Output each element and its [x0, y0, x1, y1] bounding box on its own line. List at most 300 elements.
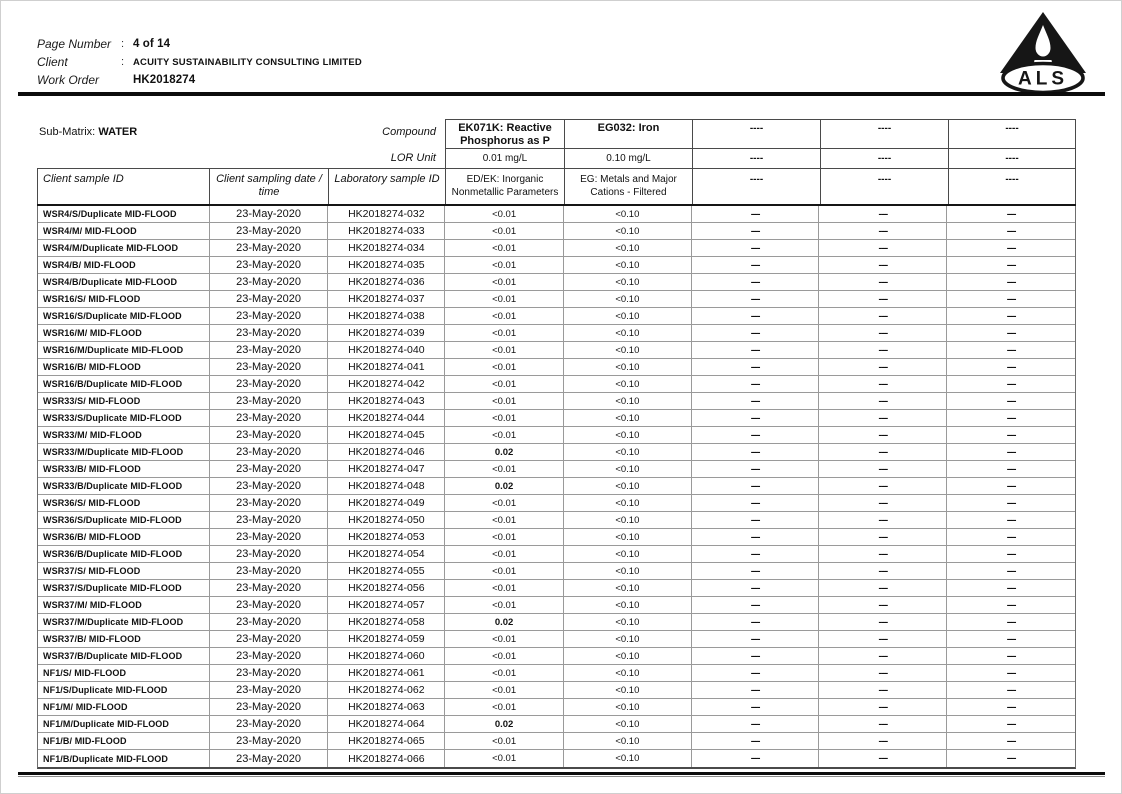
- compound-row-label: Compound: [382, 126, 436, 138]
- page-header: [37, 35, 362, 89]
- result-cell: <0.10: [564, 376, 692, 392]
- result-cell: ----: [692, 733, 820, 749]
- sample-id-cell: NF1/B/ MID-FLOOD: [38, 733, 210, 749]
- sample-id-cell: WSR33/S/Duplicate MID-FLOOD: [38, 410, 210, 426]
- result-cell: ----: [1006, 753, 1016, 764]
- lab-id-cell: HK2018274-038: [328, 308, 445, 324]
- lab-id-cell: HK2018274-049: [328, 495, 445, 511]
- result-cell: ----: [1006, 531, 1016, 543]
- result-cell: <0.10: [564, 665, 692, 681]
- result-cell: ----: [692, 274, 820, 290]
- result-cell: <0.01: [445, 563, 564, 579]
- result-cell: ----: [1006, 599, 1016, 611]
- lab-id-cell: HK2018274-043: [328, 393, 445, 409]
- sample-id-cell: WSR4/M/Duplicate MID-FLOOD: [38, 240, 210, 256]
- result-cell: ----: [692, 359, 820, 375]
- lor-unit-row: [37, 149, 1076, 168]
- result-cell: ----: [692, 597, 820, 613]
- sampling-date-cell: 23-May-2020: [210, 461, 329, 477]
- result-cell: ----: [819, 716, 947, 732]
- result-cell: ----: [1006, 514, 1016, 526]
- result-cell: ----: [692, 410, 820, 426]
- result-cell: ----: [692, 750, 820, 767]
- sub-matrix: [39, 126, 137, 138]
- lab-id-cell: HK2018274-044: [328, 410, 445, 426]
- result-cell: ----: [692, 427, 820, 443]
- table-row: [38, 461, 1075, 478]
- result-cell: ----: [1006, 310, 1016, 322]
- compound-name-cell: EG032: Iron: [564, 119, 692, 149]
- result-cell: <0.10: [564, 682, 692, 698]
- method-group-cell: ED/EK: Inorganic Nonmetallic Parameters: [445, 168, 564, 204]
- result-cell: ----: [1006, 684, 1016, 696]
- lab-id-cell: HK2018274-048: [328, 478, 445, 494]
- result-cell: ----: [692, 699, 820, 715]
- result-cell: ----: [1006, 225, 1016, 237]
- result-cell: <0.01: [445, 597, 564, 613]
- lab-id-cell: HK2018274-063: [328, 699, 445, 715]
- lab-id-cell: HK2018274-032: [328, 206, 445, 222]
- result-cell: 0.02: [445, 444, 564, 460]
- sample-id-cell: NF1/B/Duplicate MID-FLOOD: [38, 750, 210, 767]
- footer-divider: [18, 772, 1105, 777]
- result-cell: <0.01: [445, 648, 564, 664]
- result-cell: ----: [819, 410, 947, 426]
- result-cell: <0.01: [445, 308, 564, 324]
- result-cell: ----: [1006, 293, 1016, 305]
- result-cell: <0.10: [564, 478, 692, 494]
- sampling-date-cell: 23-May-2020: [210, 223, 329, 239]
- result-cell: <0.01: [445, 631, 564, 647]
- result-cell: ----: [1006, 582, 1016, 594]
- results-table: [37, 119, 1076, 769]
- result-cell: <0.10: [564, 495, 692, 511]
- table-row: [38, 716, 1075, 733]
- result-cell: <0.10: [564, 274, 692, 290]
- result-cell: <0.01: [445, 546, 564, 562]
- sampling-date-cell: 23-May-2020: [210, 495, 329, 511]
- result-cell: <0.10: [564, 308, 692, 324]
- result-cell: ----: [819, 308, 947, 324]
- lab-id-cell: HK2018274-061: [328, 665, 445, 681]
- result-cell: ----: [1006, 412, 1016, 424]
- result-cell: ----: [692, 257, 820, 273]
- result-cell: ----: [692, 223, 820, 239]
- lab-id-cell: HK2018274-046: [328, 444, 445, 460]
- table-row: [38, 580, 1075, 597]
- table-row: [38, 648, 1075, 665]
- result-cell: ----: [819, 597, 947, 613]
- result-cell: ----: [1006, 463, 1016, 475]
- result-cell: ----: [692, 495, 820, 511]
- result-cell: ----: [1006, 327, 1016, 339]
- client-row: [37, 53, 362, 71]
- result-cell: ----: [1006, 616, 1016, 628]
- work-order-label: Work Order: [37, 73, 100, 87]
- result-cell: ----: [1006, 718, 1016, 730]
- sample-id-cell: WSR33/B/ MID-FLOOD: [38, 461, 210, 477]
- result-cell: ----: [1006, 242, 1016, 254]
- result-cell: ----: [692, 716, 820, 732]
- sampling-date-cell: 23-May-2020: [210, 427, 329, 443]
- result-cell: ----: [692, 291, 820, 307]
- result-cell: <0.10: [564, 580, 692, 596]
- result-cell: <0.01: [445, 682, 564, 698]
- sampling-date-cell: 23-May-2020: [210, 733, 329, 749]
- method-group-cell: ----: [948, 168, 1076, 204]
- sampling-date-cell: 23-May-2020: [210, 325, 329, 341]
- result-cell: ----: [819, 291, 947, 307]
- table-row: [38, 631, 1075, 648]
- result-cell: <0.10: [564, 325, 692, 341]
- result-cell: <0.10: [564, 716, 692, 732]
- table-row: [38, 512, 1075, 529]
- result-cell: ----: [692, 614, 820, 630]
- lor-unit-cell: ----: [692, 149, 820, 168]
- lab-id-cell: HK2018274-035: [328, 257, 445, 273]
- result-cell: <0.10: [564, 257, 692, 273]
- result-cell: <0.01: [445, 750, 564, 767]
- result-cell: <0.01: [445, 733, 564, 749]
- result-cell: <0.01: [445, 410, 564, 426]
- client-value: ACUITY SUSTAINABILITY CONSULTING LIMITED: [133, 56, 362, 68]
- result-cell: <0.01: [445, 427, 564, 443]
- sample-id-cell: WSR4/B/ MID-FLOOD: [38, 257, 210, 273]
- result-cell: <0.10: [564, 631, 692, 647]
- sampling-date-cell: 23-May-2020: [210, 444, 329, 460]
- result-cell: <0.10: [564, 512, 692, 528]
- compound-name-cell: ----: [692, 119, 820, 149]
- sampling-date-cell: 23-May-2020: [210, 257, 329, 273]
- result-cell: ----: [819, 240, 947, 256]
- lab-id-cell: HK2018274-045: [328, 427, 445, 443]
- result-cell: ----: [692, 665, 820, 681]
- result-cell: <0.10: [564, 223, 692, 239]
- result-cell: <0.01: [445, 240, 564, 256]
- client-label: Client: [37, 55, 68, 69]
- sample-id-cell: WSR33/M/Duplicate MID-FLOOD: [38, 444, 210, 460]
- lab-id-cell: HK2018274-059: [328, 631, 445, 647]
- sample-id-cell: WSR16/S/Duplicate MID-FLOOD: [38, 308, 210, 324]
- lab-id-cell: HK2018274-033: [328, 223, 445, 239]
- lab-id-cell: HK2018274-047: [328, 461, 445, 477]
- sub-matrix-label: Sub-Matrix:: [39, 126, 96, 138]
- client-sample-id-header: Client sample ID: [37, 168, 209, 204]
- result-cell: ----: [692, 206, 820, 222]
- sampling-date-cell: 23-May-2020: [210, 716, 329, 732]
- lab-id-cell: HK2018274-066: [328, 750, 445, 767]
- result-cell: ----: [1006, 395, 1016, 407]
- result-cell: ----: [1006, 259, 1016, 271]
- result-cell: <0.01: [445, 342, 564, 358]
- result-cell: ----: [692, 342, 820, 358]
- sampling-date-cell: 23-May-2020: [210, 648, 329, 664]
- result-cell: ----: [1006, 633, 1016, 645]
- result-cell: ----: [692, 240, 820, 256]
- result-cell: <0.10: [564, 410, 692, 426]
- result-cell: ----: [1006, 650, 1016, 662]
- laboratory-sample-id-header: Laboratory sample ID: [328, 168, 445, 204]
- table-row: [38, 529, 1075, 546]
- result-cell: <0.10: [564, 733, 692, 749]
- result-cell: ----: [1006, 735, 1016, 747]
- method-group-cell: EG: Metals and Major Cations - Filtered: [564, 168, 692, 204]
- result-cell: <0.01: [445, 529, 564, 545]
- lor-unit-cell: ----: [948, 149, 1076, 168]
- sampling-date-cell: 23-May-2020: [210, 750, 329, 767]
- page-number-label: Page Number: [37, 37, 112, 51]
- sample-id-cell: WSR4/B/Duplicate MID-FLOOD: [38, 274, 210, 290]
- result-cell: <0.10: [564, 563, 692, 579]
- table-row: [38, 733, 1075, 750]
- result-cell: <0.01: [445, 512, 564, 528]
- result-cell: <0.01: [445, 393, 564, 409]
- result-cell: <0.01: [445, 359, 564, 375]
- sampling-date-cell: 23-May-2020: [210, 665, 329, 681]
- result-cell: <0.01: [445, 665, 564, 681]
- work-order-value: HK2018274: [133, 74, 196, 86]
- result-cell: ----: [1006, 276, 1016, 288]
- result-cell: <0.01: [445, 699, 564, 715]
- result-cell: ----: [692, 478, 820, 494]
- lor-row-label: LOR Unit: [390, 152, 436, 164]
- table-row: [38, 274, 1075, 291]
- result-cell: 0.02: [445, 716, 564, 732]
- lor-unit-cell: 0.10 mg/L: [564, 149, 692, 168]
- lab-id-cell: HK2018274-055: [328, 563, 445, 579]
- lab-id-cell: HK2018274-056: [328, 580, 445, 596]
- result-cell: <0.01: [445, 206, 564, 222]
- result-cell: ----: [692, 580, 820, 596]
- table-row: [38, 308, 1075, 325]
- result-cell: ----: [819, 580, 947, 596]
- compound-name-cell: ----: [820, 119, 948, 149]
- result-cell: ----: [1006, 497, 1016, 509]
- sampling-date-cell: 23-May-2020: [210, 478, 329, 494]
- sampling-date-cell: 23-May-2020: [210, 597, 329, 613]
- table-row: [38, 563, 1075, 580]
- result-cell: ----: [1006, 208, 1016, 220]
- result-cell: <0.10: [564, 342, 692, 358]
- table-row: [38, 393, 1075, 410]
- page-number-value: 4 of 14: [133, 38, 171, 50]
- result-cell: ----: [819, 512, 947, 528]
- sample-id-cell: WSR36/S/Duplicate MID-FLOOD: [38, 512, 210, 528]
- sampling-date-header: Client sampling date / time: [209, 168, 328, 204]
- result-cell: <0.10: [564, 529, 692, 545]
- sample-id-cell: WSR36/B/Duplicate MID-FLOOD: [38, 546, 210, 562]
- result-cell: ----: [819, 648, 947, 664]
- lab-id-cell: HK2018274-040: [328, 342, 445, 358]
- result-cell: <0.10: [564, 427, 692, 443]
- sampling-date-cell: 23-May-2020: [210, 699, 329, 715]
- result-cell: <0.01: [445, 580, 564, 596]
- result-cell: ----: [819, 733, 947, 749]
- sample-id-cell: WSR37/B/ MID-FLOOD: [38, 631, 210, 647]
- result-cell: ----: [819, 546, 947, 562]
- lab-id-cell: HK2018274-053: [328, 529, 445, 545]
- sampling-date-cell: 23-May-2020: [210, 240, 329, 256]
- sampling-date-cell: 23-May-2020: [210, 410, 329, 426]
- table-row: [38, 342, 1075, 359]
- result-cell: ----: [1006, 565, 1016, 577]
- sample-id-cell: NF1/S/Duplicate MID-FLOOD: [38, 682, 210, 698]
- sampling-date-cell: 23-May-2020: [210, 206, 329, 222]
- result-cell: ----: [1006, 667, 1016, 679]
- lab-id-cell: HK2018274-037: [328, 291, 445, 307]
- result-cell: ----: [819, 325, 947, 341]
- sample-id-cell: WSR16/B/Duplicate MID-FLOOD: [38, 376, 210, 392]
- result-cell: ----: [819, 461, 947, 477]
- result-cell: ----: [692, 631, 820, 647]
- result-cell: <0.10: [564, 699, 692, 715]
- sampling-date-cell: 23-May-2020: [210, 512, 329, 528]
- separator: :: [121, 56, 125, 68]
- result-cell: ----: [819, 699, 947, 715]
- lab-id-cell: HK2018274-062: [328, 682, 445, 698]
- result-cell: ----: [819, 563, 947, 579]
- sample-id-cell: WSR33/B/Duplicate MID-FLOOD: [38, 478, 210, 494]
- result-cell: <0.01: [445, 325, 564, 341]
- result-cell: <0.01: [445, 223, 564, 239]
- sample-id-cell: WSR16/S/ MID-FLOOD: [38, 291, 210, 307]
- result-cell: ----: [819, 614, 947, 630]
- table-row: [38, 223, 1075, 240]
- sampling-date-cell: 23-May-2020: [210, 376, 329, 392]
- table-row: [38, 206, 1075, 223]
- table-row: [38, 410, 1075, 427]
- result-cell: ----: [1006, 429, 1016, 441]
- result-cell: ----: [819, 223, 947, 239]
- sample-id-cell: WSR37/B/Duplicate MID-FLOOD: [38, 648, 210, 664]
- result-cell: ----: [1006, 378, 1016, 390]
- lab-id-cell: HK2018274-057: [328, 597, 445, 613]
- result-cell: ----: [692, 529, 820, 545]
- table-row: [38, 750, 1075, 767]
- result-cell: <0.10: [564, 614, 692, 630]
- lab-id-cell: HK2018274-041: [328, 359, 445, 375]
- result-cell: <0.01: [445, 461, 564, 477]
- result-cell: ----: [819, 376, 947, 392]
- table-row: [38, 478, 1075, 495]
- sample-id-cell: WSR37/S/Duplicate MID-FLOOD: [38, 580, 210, 596]
- sample-id-cell: WSR36/S/ MID-FLOOD: [38, 495, 210, 511]
- result-cell: ----: [692, 546, 820, 562]
- sampling-date-cell: 23-May-2020: [210, 308, 329, 324]
- result-cell: ----: [819, 274, 947, 290]
- als-logo-icon: [993, 11, 1093, 91]
- sample-id-cell: WSR4/M/ MID-FLOOD: [38, 223, 210, 239]
- result-cell: <0.01: [445, 376, 564, 392]
- result-cell: <0.10: [564, 393, 692, 409]
- table-row: [38, 427, 1075, 444]
- sample-id-cell: WSR37/M/ MID-FLOOD: [38, 597, 210, 613]
- sample-id-cell: WSR16/M/ MID-FLOOD: [38, 325, 210, 341]
- table-row: [38, 257, 1075, 274]
- result-cell: ----: [692, 461, 820, 477]
- svg-text:ALS: ALS: [1018, 68, 1068, 90]
- sample-id-cell: WSR33/S/ MID-FLOOD: [38, 393, 210, 409]
- result-cell: <0.10: [564, 206, 692, 222]
- sample-id-cell: WSR37/S/ MID-FLOOD: [38, 563, 210, 579]
- table-row: [38, 240, 1075, 257]
- table-row: [38, 546, 1075, 563]
- method-group-cell: ----: [820, 168, 948, 204]
- result-cell: ----: [819, 665, 947, 681]
- result-cell: ----: [692, 648, 820, 664]
- sample-id-cell: WSR16/M/Duplicate MID-FLOOD: [38, 342, 210, 358]
- lab-id-cell: HK2018274-042: [328, 376, 445, 392]
- header-divider: [18, 92, 1105, 96]
- table-row: [38, 699, 1075, 716]
- sampling-date-cell: 23-May-2020: [210, 682, 329, 698]
- sample-id-cell: WSR36/B/ MID-FLOOD: [38, 529, 210, 545]
- table-row: [38, 325, 1075, 342]
- sample-id-cell: WSR37/M/Duplicate MID-FLOOD: [38, 614, 210, 630]
- result-cell: <0.01: [445, 274, 564, 290]
- page-number-row: [37, 35, 362, 53]
- sampling-date-cell: 23-May-2020: [210, 274, 329, 290]
- result-cell: ----: [692, 308, 820, 324]
- sample-id-cell: WSR33/M/ MID-FLOOD: [38, 427, 210, 443]
- result-cell: ----: [1006, 480, 1016, 492]
- result-cell: ----: [1006, 344, 1016, 356]
- sampling-date-cell: 23-May-2020: [210, 546, 329, 562]
- sampling-date-cell: 23-May-2020: [210, 563, 329, 579]
- result-cell: ----: [819, 631, 947, 647]
- result-cell: ----: [692, 376, 820, 392]
- result-cell: ----: [819, 750, 947, 767]
- result-cell: ----: [1006, 361, 1016, 373]
- result-cell: ----: [819, 682, 947, 698]
- table-row: [38, 495, 1075, 512]
- compound-row-left-area: [37, 119, 445, 149]
- compound-name-cell: ----: [948, 119, 1076, 149]
- lab-id-cell: HK2018274-039: [328, 325, 445, 341]
- table-row: [38, 614, 1075, 631]
- sampling-date-cell: 23-May-2020: [210, 393, 329, 409]
- lor-row-left-area: [37, 149, 445, 168]
- sampling-date-cell: 23-May-2020: [210, 529, 329, 545]
- lab-id-cell: HK2018274-050: [328, 512, 445, 528]
- result-cell: ----: [819, 393, 947, 409]
- lab-id-cell: HK2018274-065: [328, 733, 445, 749]
- result-cell: ----: [819, 529, 947, 545]
- result-cell: ----: [1006, 701, 1016, 713]
- result-cell: ----: [819, 342, 947, 358]
- sampling-date-cell: 23-May-2020: [210, 580, 329, 596]
- work-order-row: [37, 71, 362, 89]
- lab-id-cell: HK2018274-060: [328, 648, 445, 664]
- sample-id-cell: NF1/M/Duplicate MID-FLOOD: [38, 716, 210, 732]
- result-cell: 0.02: [445, 478, 564, 494]
- sampling-date-cell: 23-May-2020: [210, 291, 329, 307]
- table-row: [38, 682, 1075, 699]
- lab-id-cell: HK2018274-054: [328, 546, 445, 562]
- sample-id-cell: NF1/S/ MID-FLOOD: [38, 665, 210, 681]
- result-cell: <0.10: [564, 750, 692, 767]
- sample-id-cell: NF1/M/ MID-FLOOD: [38, 699, 210, 715]
- result-cell: ----: [1006, 446, 1016, 458]
- result-cell: 0.02: [445, 614, 564, 630]
- result-cell: ----: [819, 495, 947, 511]
- result-cell: ----: [819, 478, 947, 494]
- table-body: [37, 206, 1076, 769]
- result-cell: <0.10: [564, 444, 692, 460]
- result-cell: ----: [692, 563, 820, 579]
- sample-id-cell: WSR4/S/Duplicate MID-FLOOD: [38, 206, 210, 222]
- result-cell: ----: [819, 359, 947, 375]
